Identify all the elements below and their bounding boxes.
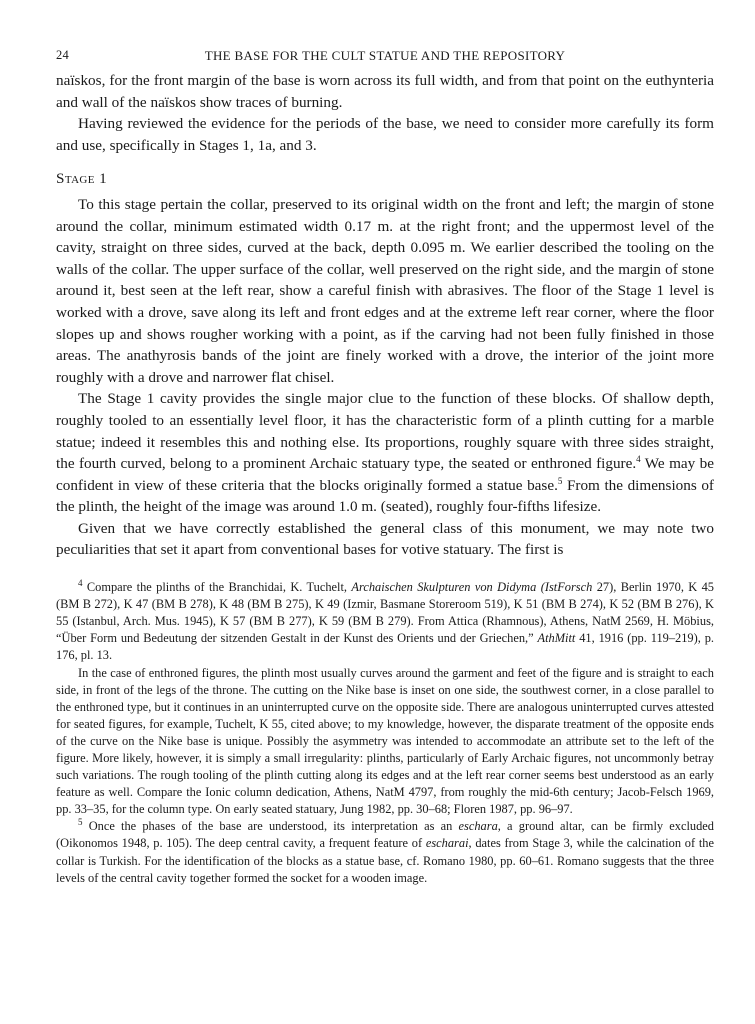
- section-heading: Stage 1: [56, 170, 108, 188]
- footnote-text: Once the phases of the base are understood, its interpretation as an: [82, 819, 459, 834]
- footnote-ref-5[interactable]: 5: [557, 475, 563, 486]
- running-header: [56, 48, 714, 70]
- page-number: 24: [56, 48, 70, 62]
- footnote-text: , a ground altar, can be firmly excluded (Oikonomos 1948, p. 105). The deep central cavity, a frequent feature of: [56, 819, 714, 851]
- paragraph-peculiarities: Given that we have correctly established the general class of this monument, we may note two peculiarities that set it apart from conventional bases for votive statuary. The first is: [56, 519, 714, 559]
- footnote-text: Compare the plinths of the Branchidai, K. Tuchelt,: [82, 580, 352, 595]
- footnote-4-continued: In the case of enthroned figures, the plinth most usually curves around the garment and feet of the figure and is straight to each side, in front of the legs of the throne. The cutting on the Nike base is inset on one side, the southwest corner, in a close parallel to the enthroned type, but it continues in an uninterrupted curve on the opposite side. There are analogous uninterrupted curves attested for seated figures, for example, Tuchelt, K 55, cited above; to my knowledge, however, the disparate treatment of the opposite ends of the curve on the Nike base is unique. Possibly the asymmetry was intended to accommodate an attribute set to the left of the figure. More likely, however, it is simply a small irregularity: plinths, particularly of Early Archaic figures, not uncommonly betray such variations. The rough tooling of the plinth cutting along its edges and at the left rear corner seems best understood as an early feature as well. Compare the Ionic column dedication, Athens, NatM 4797, from roughly the mid-6th century; Jacob-Felsch 1969, pp. 33–35, for the column type. On early seated statuary, Jung 1982, pp. 30–68; Floren 1987, pp. 96–97.: [56, 665, 714, 817]
- page: [56, 48, 714, 887]
- footnote-text: 27), Berlin 1970, K 45 (BM B 272), K 47 (BM B 278), K 48 (BM B 275), K 49 (Izmir, Basmane Storeroom 519), K 51 (BM B 274), K 52 (BM B 276), K 55 (Istanbul, Arch. Mus. 1945), K 57 (BM B 277), K 59 (BM B 279). From Attica (Rhamnous), Athens, NatM 2569, H. Möbius, “Über Form und Bedeutung der sitzenden Gestalt in der Kunst des Orients und der Griechen,”: [56, 580, 714, 646]
- footnotes: [56, 579, 714, 887]
- paragraph-text: From the dimensions of the plinth, the height of the image was around 1.0 m. (seated), roughly four-fifths lifesize.: [56, 476, 714, 516]
- term-eschara: eschara: [458, 819, 498, 834]
- paragraph-stage1-cavity: [56, 388, 714, 518]
- running-title: THE BASE FOR THE CULT STATUE AND THE REPOSITORY: [204, 48, 566, 63]
- footnote-text: , dates from Stage 3, while the calcination of the collar is Turkish. For the identification of the blocks as a statue base, cf. Romano 1980, pp. 60–61. Romano suggests that the three levels of the central cavity together formed the socket for a wooden image.: [56, 836, 714, 885]
- paragraph-text: The Stage 1 cavity provides the single major clue to the function of these blocks. Of shallow depth, roughly tooled to an essentially level floor, it has the characteristic form of a plinth cutting for a marble statue; indeed it resembles this and nothing else. Its proportions, roughly square with three sides straight, the fourth curved, belong to a prominent Archaic statuary type, the seated or enthroned figure.: [56, 390, 714, 473]
- citation-journal: AthMitt: [537, 631, 576, 646]
- footnote-marker-4: 4: [78, 577, 83, 588]
- paragraph-text: We may be confident in view of these criteria that the blocks originally formed a statue base.: [56, 455, 714, 494]
- paragraph-stage1-description: To this stage pertain the collar, preserved to its original width on the front and left; the margin of stone around the collar, minimum estimated width 0.17 m. at the right front; and the uppermost level of the cavity, straight on three sides, curved at the back, depth 0.095 m. We earlier described the tooling on the walls of the collar. The upper surface of the collar, well preserved on the right side, and the margin of stone around it, best seen at the left rear, show a careful finish with abrasives. The floor of the Stage 1 level is worked with a drove, save along its left and front edges and at the extreme left rear corner, where the floor slopes up and shows rougher working with a point, as if the carving had not been fully finished in those areas. The anathyrosis bands of the joint are finely worked with a drove, the interior of the joint more roughly with a drove and narrower flat chisel.: [56, 195, 714, 386]
- paragraph-continued: naïskos, for the front margin of the base is worn across its full width, and from that point on the euthynteria and wall of the naïskos show traces of burning.: [56, 72, 714, 111]
- paragraph-review: Having reviewed the evidence for the periods of the base, we need to consider more carefully its form and use, specifically in Stages 1, 1a, and 3.: [56, 115, 714, 154]
- footnote-marker-5: 5: [78, 817, 83, 828]
- citation-title: Archaischen Skulpturen von Didyma (IstForsch: [351, 580, 593, 595]
- footnote-4: [56, 579, 714, 664]
- footnote-text: 41, 1916 (pp. 119–219), p. 176, pl. 13.: [56, 631, 714, 663]
- term-escharai: escharai: [425, 836, 469, 851]
- footnote-5: [56, 818, 714, 886]
- main-text: [56, 70, 714, 561]
- footnote-ref-4[interactable]: 4: [636, 454, 641, 465]
